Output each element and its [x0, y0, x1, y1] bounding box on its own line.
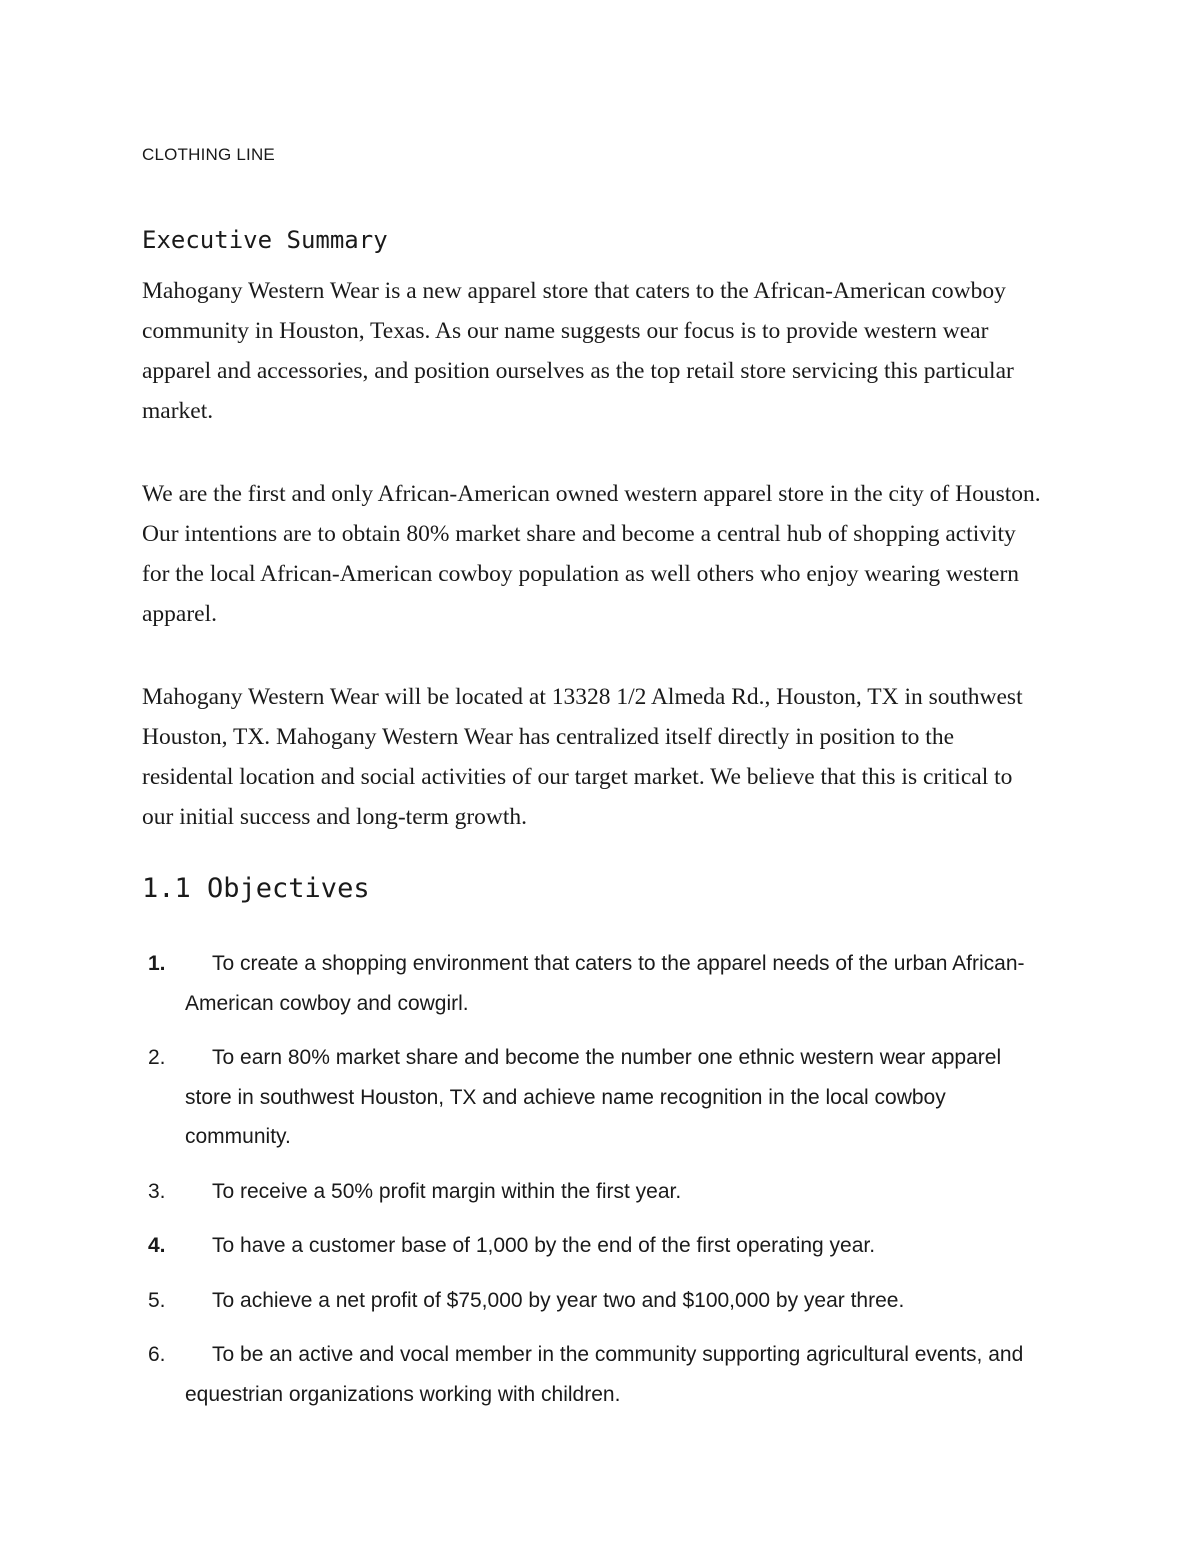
- list-item-number: 3.: [148, 1179, 166, 1203]
- list-item-text: To create a shopping environment that caters to the apparel needs of the urban African-American cowboy and cowgirl.: [185, 952, 1025, 1015]
- list-item: [142, 1335, 1042, 1414]
- list-item-number: 1.: [148, 952, 166, 975]
- list-item: [142, 1281, 1042, 1321]
- executive-summary-heading: Executive Summary: [142, 226, 388, 254]
- document-label: CLOTHING LINE: [142, 145, 275, 164]
- summary-paragraph: Mahogany Western Wear will be located at 13328 1/2 Almeda Rd., Houston, TX in southwest Houston, TX. Mahogany Western Wear has centralized itself directly in position to the residental location and social activities of our target market. We believe that this is critical to our initial success and long-term growth.: [142, 684, 1023, 830]
- summary-paragraph: Mahogany Western Wear is a new apparel store that caters to the African-American cowboy community in Houston, Texas. As our name suggests our focus is to provide western wear apparel and accessories, and position ourselves as the top retail store servicing this particular market.: [142, 278, 1014, 424]
- list-item-number: 6.: [148, 1343, 166, 1366]
- list-item-text: To earn 80% market share and become the number one ethnic western wear apparel store in southwest Houston, TX and achieve name recognition in the local cowboy community.: [185, 1046, 1002, 1148]
- list-item-number: 5.: [148, 1288, 166, 1312]
- list-item: [142, 944, 1042, 1023]
- objectives-list: [142, 944, 1042, 1429]
- list-item-text: To be an active and vocal member in the community supporting agricultural events, and equestrian organizations working with children.: [185, 1343, 1024, 1406]
- objectives-heading: 1.1 Objectives: [142, 873, 370, 904]
- list-item-text: To have a customer base of 1,000 by the end of the first operating year.: [212, 1234, 876, 1257]
- list-item-text: To receive a 50% profit margin within the first year.: [212, 1179, 682, 1203]
- list-item: [142, 1226, 1042, 1266]
- summary-paragraph: We are the first and only African-American owned western apparel store in the city of Houston. Our intentions are to obtain 80% market share and become a central hub of shopping activity for the local African-American cowboy population as well others who enjoy wearing western apparel.: [142, 481, 1041, 627]
- list-item-text: To achieve a net profit of $75,000 by year two and $100,000 by year three.: [212, 1288, 905, 1312]
- list-item: [142, 1172, 1042, 1212]
- list-item-number: 2.: [148, 1046, 166, 1069]
- list-item-number: 4.: [148, 1234, 166, 1257]
- list-item: [142, 1038, 1042, 1157]
